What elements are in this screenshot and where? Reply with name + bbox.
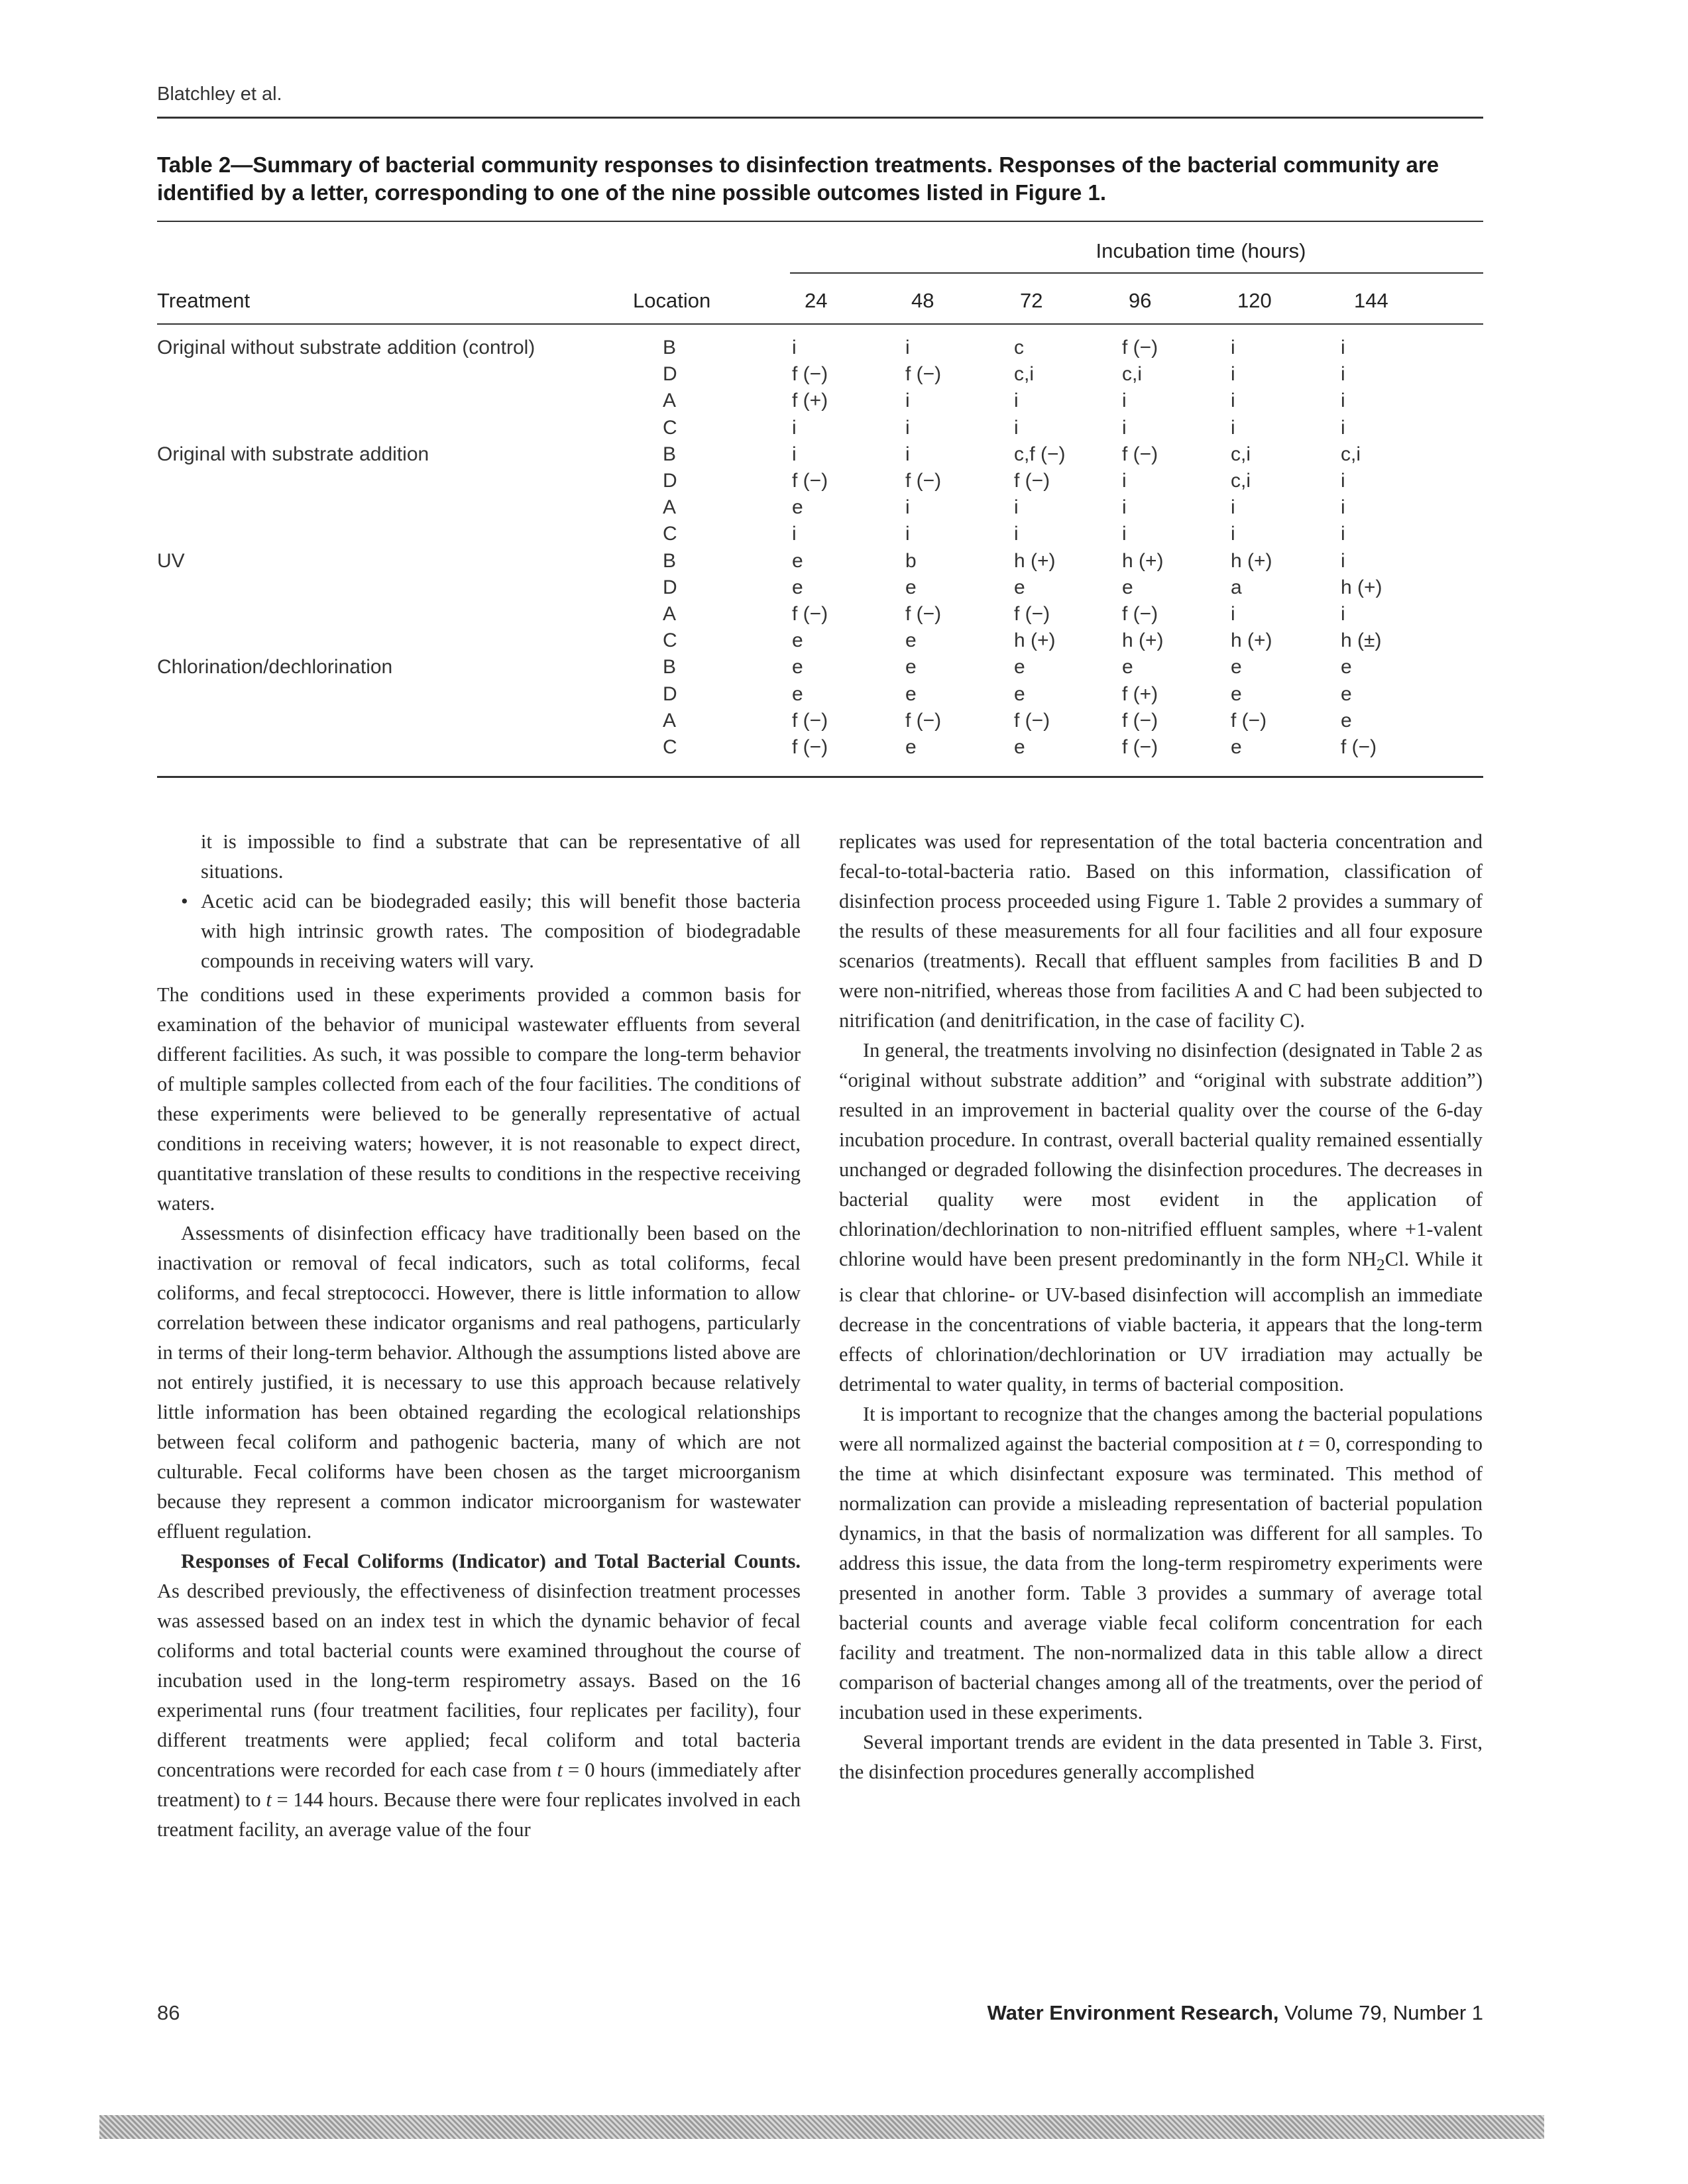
location-cell: A [663, 603, 677, 625]
response-cell: i [1231, 337, 1235, 358]
response-cell: e [1341, 682, 1352, 705]
response-cell: i [1231, 496, 1235, 519]
response-cell: e [792, 496, 803, 519]
response-cell: f (+) [1122, 682, 1158, 705]
location-cell: B [663, 549, 677, 572]
response-cell: e [905, 682, 917, 705]
paragraph-text: It is important to recognize that the changes among the bacterial populations were all normalized against the bacterial composition at [839, 1403, 1483, 1456]
response-cell: e [1014, 682, 1025, 705]
response-cell: e [792, 549, 803, 572]
response-cell: c,i [1231, 470, 1251, 492]
response-cell: i [905, 390, 910, 412]
response-cell: e [1014, 656, 1025, 679]
response-cell: i [905, 416, 910, 439]
column-header-rule [157, 323, 1483, 325]
response-cell: i [1341, 337, 1345, 358]
response-cell: i [1122, 523, 1127, 545]
journal-volume: Volume 79, Number 1 [1284, 2001, 1483, 2024]
response-cell: i [1122, 390, 1127, 412]
location-cell: B [663, 443, 677, 465]
bullet-item-text: it is impossible to find a substrate that can be representative of all situations. [201, 830, 801, 883]
location-cell: C [663, 523, 677, 545]
response-cell: e [1231, 682, 1242, 705]
location-cell: D [663, 363, 677, 386]
response-cell: f (−) [792, 736, 828, 758]
math-variable: t [557, 1759, 563, 1781]
response-cell: i [1341, 363, 1345, 386]
bullet-icon: • [181, 890, 188, 912]
response-cell: e [1341, 709, 1352, 732]
response-cell: e [1014, 736, 1025, 758]
response-cell: f (−) [905, 470, 942, 492]
col-header-location: Location [633, 289, 711, 312]
paragraph [839, 1036, 1483, 1399]
response-cell: i [1341, 523, 1345, 545]
response-cell: i [1341, 470, 1345, 492]
response-cell: i [905, 443, 910, 465]
response-cell: h (+) [1231, 549, 1272, 572]
response-cell: f (−) [905, 709, 942, 732]
response-cell: f (−) [792, 363, 828, 386]
response-cell: f (−) [1122, 443, 1158, 465]
response-cell: i [1341, 603, 1345, 625]
col-header-hours-1: 48 [911, 289, 934, 312]
response-cell: i [792, 337, 797, 358]
response-cell: i [1341, 549, 1345, 572]
col-header-hours-4: 120 [1237, 289, 1272, 312]
col-header-treatment: Treatment [157, 289, 251, 312]
left-column [157, 827, 801, 1845]
paragraph: replicates was used for representation of the total bacteria concentration and fecal-to-total-bacteria ratio. Based on this information, classification of disinfection process proceeded using Figure 1. Table 2 provides a summary of the results of these measurements for all four facilities and all four exposure scenarios (treatments). Recall that effluent samples from facilities B and D were non-nitrified, whereas those from facilities A and C had been subjected to nitrification (and denitrification, in the case of facility C). [839, 830, 1483, 1032]
response-cell: h (+) [1014, 629, 1056, 652]
response-cell: i [1231, 363, 1235, 386]
response-cell: i [1014, 416, 1019, 439]
location-cell: D [663, 576, 677, 598]
col-header-hours-5: 144 [1354, 289, 1388, 312]
response-cell: i [1122, 470, 1127, 492]
response-cell: c,i [1122, 363, 1142, 386]
response-cell: f (−) [1122, 337, 1158, 358]
caption-rule [157, 221, 1483, 222]
location-cell: C [663, 736, 677, 758]
response-cell: i [905, 496, 910, 519]
group-header: Incubation time (hours) [1096, 239, 1306, 262]
response-cell: h (+) [1122, 629, 1164, 652]
response-cell: e [792, 576, 803, 598]
response-cell: e [1341, 656, 1352, 679]
paragraph-text: = 144 hours. Because there were four replicates involved in each treatment facility, an average value of the four [157, 1788, 801, 1841]
response-cell: i [1014, 523, 1019, 545]
location-cell: A [663, 709, 677, 732]
response-cell: f (−) [792, 603, 828, 625]
paragraph: Several important trends are evident in the data presented in Table 3. First, the disinfection procedures generally accomplished [839, 1731, 1483, 1784]
response-cell: i [1231, 523, 1235, 545]
response-cell: e [905, 576, 917, 598]
response-cell: e [1231, 656, 1242, 679]
response-cell: f (−) [792, 709, 828, 732]
response-cell: e [905, 736, 917, 758]
group-header-rule [790, 272, 1483, 274]
response-cell: i [792, 416, 797, 439]
response-cell: b [905, 549, 917, 572]
bullet-item [181, 887, 801, 976]
response-cell: h (+) [1231, 629, 1272, 652]
response-cell: i [1014, 496, 1019, 519]
response-cell: f (−) [792, 470, 828, 492]
response-cell: i [1014, 390, 1019, 412]
treatment-name: UV [157, 549, 185, 572]
paragraph-text: = 0, corresponding to the time at which disinfectant exposure was terminated. This method of normalization can provide a misleading representation of bacterial population dynamics, in that the basis of normalization was different for all samples. To address this issue, the data from the long-term respirometry experiments were presented in another form. Table 3 provides a summary of average total bacterial counts and average viable fecal coliform concentration for each facility and treatment. The non-normalized data in this table allow a direct comparison of bacterial changes among all of the treatments, over the period of incubation used in these experiments. [839, 1433, 1483, 1724]
response-cell: f (−) [1122, 736, 1158, 758]
response-cell: i [1341, 416, 1345, 439]
location-cell: C [663, 416, 677, 439]
table-bottom-rule [157, 776, 1483, 778]
response-cell: c,i [1014, 363, 1034, 386]
paragraph-text: As described previously, the effectiveness of disinfection treatment processes was assessed based on an index test in which the dynamic behavior of fecal coliforms and total bacterial counts were examined throughout the course of incubation used in the long-term respirometry assays. Based on the 16 experimental runs (four treatment facilities, four replicates per facility), four different treatments were applied; fecal coliform and total bacteria concentrations were recorded for each case from [157, 1580, 801, 1781]
response-cell: h (+) [1341, 576, 1382, 598]
section-heading: Responses of Fecal Coliforms (Indicator) and Total Bacterial Counts. [181, 1550, 801, 1572]
journal-name: Water Environment Research, [987, 2001, 1279, 2024]
response-cell: e [1014, 576, 1025, 598]
paragraph [157, 1547, 801, 1845]
response-cell: e [792, 656, 803, 679]
bullet-item-text: Acetic acid can be biodegraded easily; this will benefit those bacteria with high intrinsic growth rates. The composition of biodegradable compounds in receiving waters will vary. [201, 890, 801, 972]
response-cell: h (±) [1341, 629, 1382, 652]
response-cell: i [792, 443, 797, 465]
response-cell: e [1122, 576, 1133, 598]
response-cell: f (−) [905, 363, 942, 386]
response-cell: a [1231, 576, 1242, 598]
response-cell: c [1014, 337, 1024, 358]
response-cell: e [792, 629, 803, 652]
location-cell: A [663, 496, 677, 519]
location-cell: B [663, 337, 677, 358]
response-cell: h (+) [1122, 549, 1164, 572]
response-cell: f (−) [1231, 709, 1267, 732]
location-cell: D [663, 470, 677, 492]
math-variable: t [1298, 1433, 1304, 1456]
paragraph-text: In general, the treatments involving no disinfection (designated in Table 2 as “original without substrate addition” and “original with substrate addition”) resulted in an improvement in bacterial quality over the course of the 6-day incubation procedure. In contrast, overall bacterial quality remained essentially unchanged or degraded following the disinfection procedures. The decreases in bacterial quality were most evident in the application of chlorination/dechlorination to non-nitrified effluent samples, where +1-valent chlorine would have been present predominantly in the form NH [839, 1039, 1483, 1270]
header-rule [157, 117, 1483, 119]
response-cell: c,i [1231, 443, 1251, 465]
subscript: 2 [1377, 1256, 1385, 1275]
paragraph-text: Cl. While it is clear that chlorine- or UV-based disinfection will accomplish an immediate decrease in the concentrations of viable bacteria, it appears that the long-term effects of chlorination/dechlorination or UV irradiation may actually be detrimental to water quality, in terms of bacterial composition. [839, 1248, 1483, 1396]
col-header-hours-2: 72 [1020, 289, 1043, 312]
scan-artifact-bar [99, 2115, 1544, 2139]
response-cell: i [1122, 416, 1127, 439]
response-cell: i [1231, 416, 1235, 439]
col-header-hours-0: 24 [805, 289, 828, 312]
response-cell: i [905, 523, 910, 545]
response-cell: i [1341, 390, 1345, 412]
location-cell: B [663, 656, 677, 679]
response-cell: i [1341, 496, 1345, 519]
table-caption: Table 2—Summary of bacterial community responses to disinfection treatments. Responses of the bacterial community are identified by a letter, corresponding to one of the nine possible outcomes listed in Figure 1. [157, 152, 1439, 205]
paragraph: The conditions used in these experiments provided a common basis for examination of the behavior of municipal wastewater effluents from several different facilities. As such, it was possible to compare the long-term behavior of multiple samples collected from each of the four facilities. The conditions of these experiments were believed to be generally representative of actual conditions in receiving waters; however, it is not reasonable to expect direct, quantitative translation of these results to conditions in the respective receiving waters. [157, 983, 801, 1215]
paragraph [839, 1399, 1483, 1727]
paragraph: Assessments of disinfection efficacy have traditionally been based on the inactivation or removal of fecal indicators, such as total coliforms, fecal coliforms, and fecal streptococci. However, there is little information to allow correlation between these indicator organisms and real pathogens, particularly in terms of their long-term behavior. Although the assumptions listed above are not entirely justified, it is necessary to use this approach because relatively little information has been obtained regarding the ecological relationships between fecal coliform and pathogenic bacteria, many of which are not culturable. Fecal coliforms have been chosen as the target microorganism because they represent a common indicator microorganism for wastewater effluent regulation. [157, 1222, 801, 1543]
response-cell: e [1122, 656, 1133, 679]
response-cell: i [1122, 496, 1127, 519]
page-number: 86 [157, 2001, 180, 2024]
response-cell: f (+) [792, 390, 828, 412]
response-cell: e [905, 656, 917, 679]
paragraph-text: = 0 hours (immediately after treatment) to [157, 1759, 801, 1811]
response-cell: f (−) [1014, 470, 1050, 492]
response-cell: c,f (−) [1014, 443, 1066, 465]
treatment-name: Chlorination/dechlorination [157, 656, 393, 679]
response-cell: e [905, 629, 917, 652]
location-cell: A [663, 390, 677, 412]
response-cell: i [792, 523, 797, 545]
math-variable: t [266, 1788, 272, 1811]
response-cell: i [1231, 603, 1235, 625]
right-column [839, 827, 1483, 1787]
treatment-name: Original without substrate addition (control) [157, 337, 535, 358]
response-cell: f (−) [1014, 603, 1050, 625]
response-cell: f (−) [1122, 709, 1158, 732]
col-header-hours-3: 96 [1129, 289, 1152, 312]
response-cell: e [1231, 736, 1242, 758]
response-cell: f (−) [1122, 603, 1158, 625]
response-cell: c,i [1341, 443, 1361, 465]
location-cell: C [663, 629, 677, 652]
bullet-item [201, 827, 801, 887]
journal-citation [987, 2001, 1483, 2025]
response-cell: i [905, 337, 910, 358]
location-cell: D [663, 682, 677, 705]
treatment-name: Original with substrate addition [157, 443, 429, 465]
response-cell: f (−) [1341, 736, 1377, 758]
response-cell: f (−) [1014, 709, 1050, 732]
response-cell: h (+) [1014, 549, 1056, 572]
response-cell: e [792, 682, 803, 705]
running-head: Blatchley et al. [157, 83, 282, 105]
response-cell: i [1231, 390, 1235, 412]
response-cell: f (−) [905, 603, 942, 625]
